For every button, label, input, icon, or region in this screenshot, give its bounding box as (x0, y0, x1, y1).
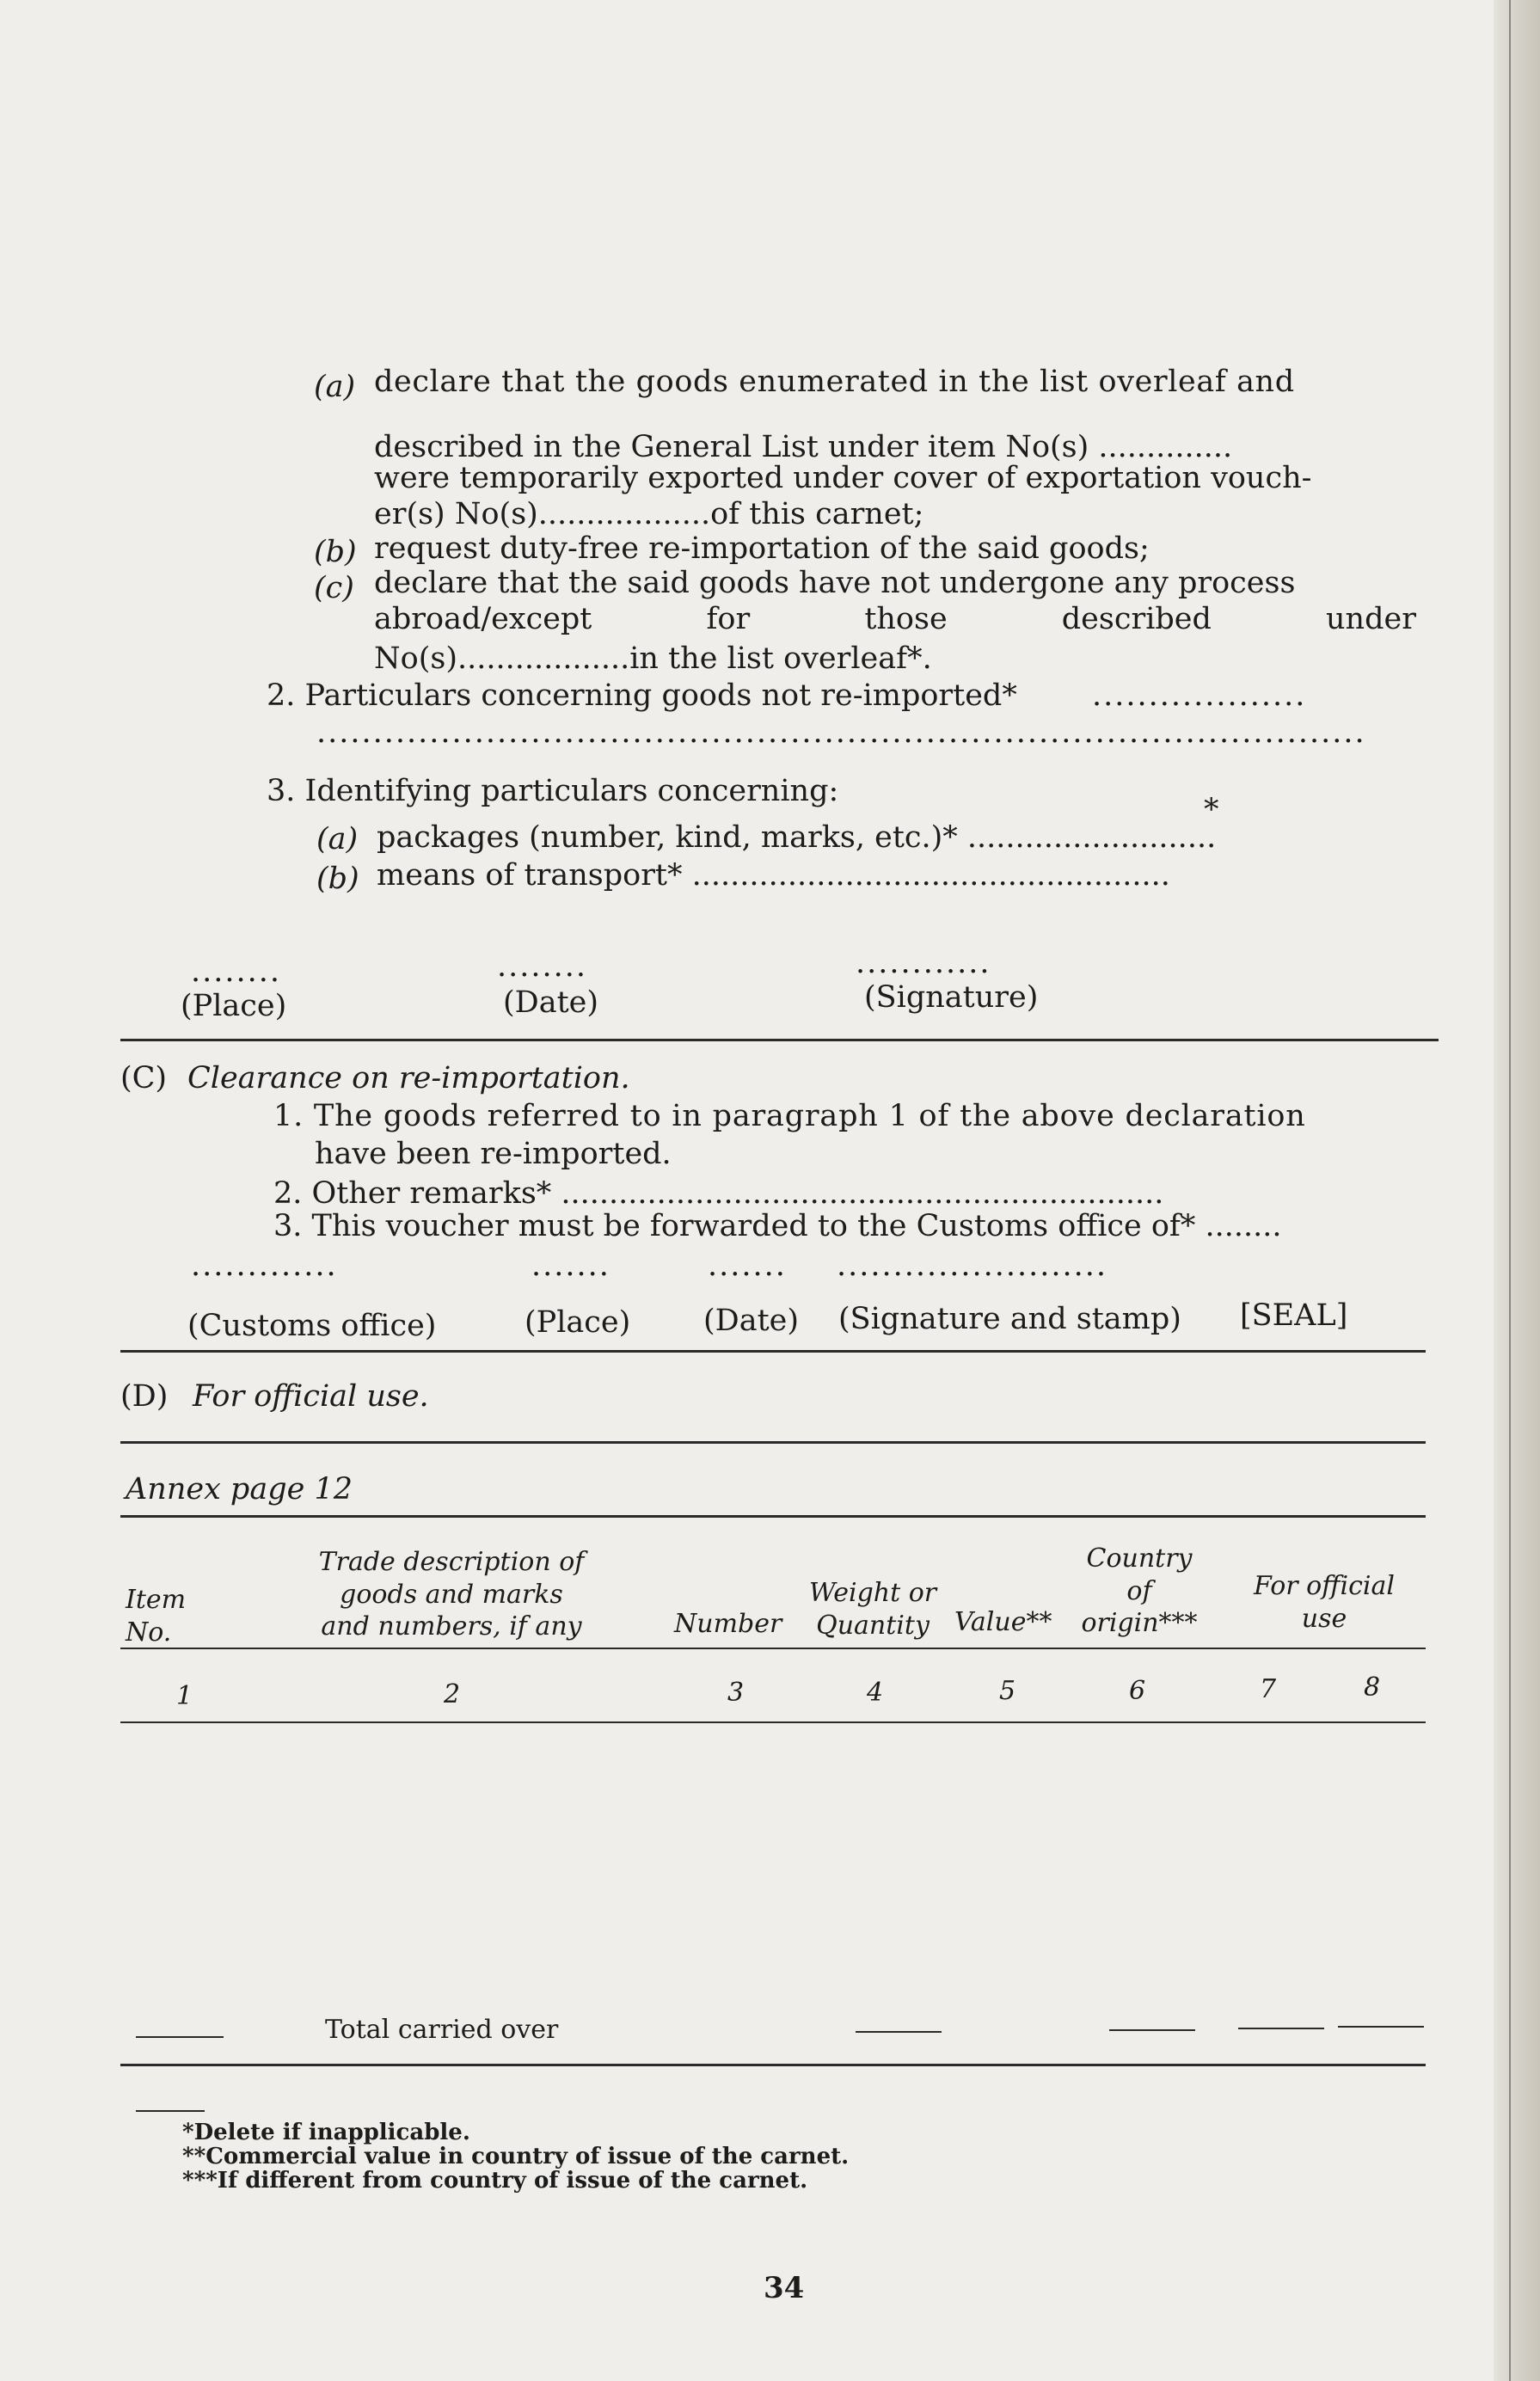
col-header-item-no: Item No. (126, 1585, 187, 1648)
col-header-number: Number (674, 1609, 782, 1639)
clause-b-marker: (b) (314, 535, 357, 569)
footnote-3: ***If different from country of issue of the carnet. (182, 2168, 808, 2194)
clearance-item1-line2: have been re-imported. (315, 1137, 672, 1171)
section-c-prefix: (C) (120, 1061, 168, 1095)
clause-b-line1: request duty-free re-importation of the said goods; (374, 531, 1150, 566)
col-number-8: 8 (1364, 1672, 1381, 1703)
page-binding-line (1509, 0, 1511, 2381)
col-number-2: 2 (444, 1679, 461, 1709)
footnote-1: *Delete if inapplicable. (182, 2120, 470, 2145)
clearance-item3: 3. This voucher must be forwarded to the Customs office of* ........ (273, 1209, 1282, 1243)
clause-a-line3: were temporarily exported under cover of exportation vouch- (374, 461, 1312, 495)
table-header-rule (120, 1648, 1426, 1649)
item2-continuation-dots: ............................................................................................. (316, 715, 1366, 750)
col-header-country-origin: Country of origin*** (1081, 1543, 1198, 1638)
col-header-weight-quantity: Weight or Quantity (808, 1578, 937, 1641)
clearance-date-label: (Date) (703, 1304, 800, 1338)
divider (120, 1039, 1439, 1041)
total-blank-origin (1238, 2028, 1324, 2029)
word: under (1326, 602, 1416, 636)
clause-c-line1: declare that the said goods have not undergone any process (374, 566, 1296, 600)
col-header-value: Value** (954, 1607, 1052, 1637)
col-number-6: 6 (1129, 1676, 1146, 1706)
signature-label: (Signature) (864, 980, 1039, 1015)
place-label: (Place) (181, 989, 287, 1023)
place-dots: ........ (191, 954, 282, 989)
clause-a-line4: er(s) No(s)..................of this carnet; (374, 497, 924, 531)
col-number-7: 7 (1260, 1674, 1277, 1704)
item3-label: 3. Identifying particulars concerning: (267, 774, 839, 808)
page-number: 34 (764, 2271, 805, 2305)
annex-title: Annex page 12 (126, 1472, 353, 1507)
divider (120, 1350, 1426, 1353)
date-label: (Date) (503, 985, 599, 1020)
word: those (864, 602, 948, 636)
col-number-1: 1 (176, 1681, 193, 1711)
item3b-marker: (b) (316, 862, 359, 896)
footnote-2: **Commercial value in country of issue of the carnet. (182, 2144, 850, 2169)
clearance-place-dots: ....... (531, 1249, 610, 1283)
total-carried-over-label: Total carried over (325, 2015, 559, 2045)
section-d-prefix: (D) (120, 1379, 169, 1414)
total-blank-weight (856, 2031, 942, 2033)
item3a-text: packages (number, kind, marks, etc.)* .......................... (377, 820, 1217, 855)
signature-dots: ............ (856, 946, 991, 980)
customs-office-dots: ............. (191, 1249, 338, 1283)
table-rule (120, 1721, 1426, 1723)
clearance-item2: 2. Other remarks* ............................................................... (273, 1176, 1164, 1211)
official-use-label: For official use. (193, 1379, 429, 1414)
footnote-rule (136, 2110, 205, 2112)
word: described (1061, 602, 1212, 636)
clearance-date-dots: ....... (708, 1249, 787, 1283)
col-header-trade-description: Trade description of goods and marks and numbers, if any (318, 1547, 585, 1642)
clause-c-marker: (c) (314, 571, 354, 605)
clause-a-line1: declare that the goods enumerated in the list overleaf and (374, 365, 1295, 399)
col-number-5: 5 (999, 1676, 1016, 1706)
item3a-marker: (a) (316, 822, 359, 856)
date-dots: ........ (497, 949, 588, 984)
item3b-text: means of transport* .................................................. (377, 858, 1170, 893)
col-number-4: 4 (867, 1678, 884, 1708)
item2-label: 2. Particulars concerning goods not re-imported* (267, 678, 1017, 713)
signature-stamp-label: (Signature and stamp) (838, 1302, 1181, 1336)
clearance-item1-line1: 1. The goods referred to in paragraph 1 of the above declaration (273, 1099, 1306, 1133)
col-header-official-use: For official use (1254, 1571, 1395, 1634)
clearance-place-label: (Place) (525, 1305, 631, 1340)
section-c-heading: Clearance on re-importation. (187, 1061, 630, 1095)
word: abroad/except (374, 602, 592, 636)
clearance-signature-dots: ........................ (837, 1249, 1108, 1283)
item2-dots: ................... (1092, 678, 1307, 713)
page-edge (1494, 0, 1540, 2381)
seal-label: [SEAL] (1240, 1298, 1348, 1333)
clause-a-marker: (a) (314, 370, 356, 404)
clause-a-line2: described in the General List under item No(s) .............. (374, 430, 1233, 464)
item3-asterisk: * (1204, 793, 1219, 827)
divider (120, 2064, 1426, 2066)
divider (120, 1441, 1426, 1444)
word: for (706, 602, 751, 636)
clause-c-line3: No(s)..................in the list overleaf*. (374, 641, 932, 676)
col-number-3: 3 (727, 1678, 745, 1708)
customs-office-label: (Customs office) (187, 1309, 437, 1343)
divider (120, 1515, 1426, 1518)
total-blank-official (1338, 2026, 1424, 2028)
total-blank-left (136, 2036, 224, 2038)
total-blank-value (1109, 2029, 1195, 2031)
clause-c-line2 (374, 602, 1416, 636)
